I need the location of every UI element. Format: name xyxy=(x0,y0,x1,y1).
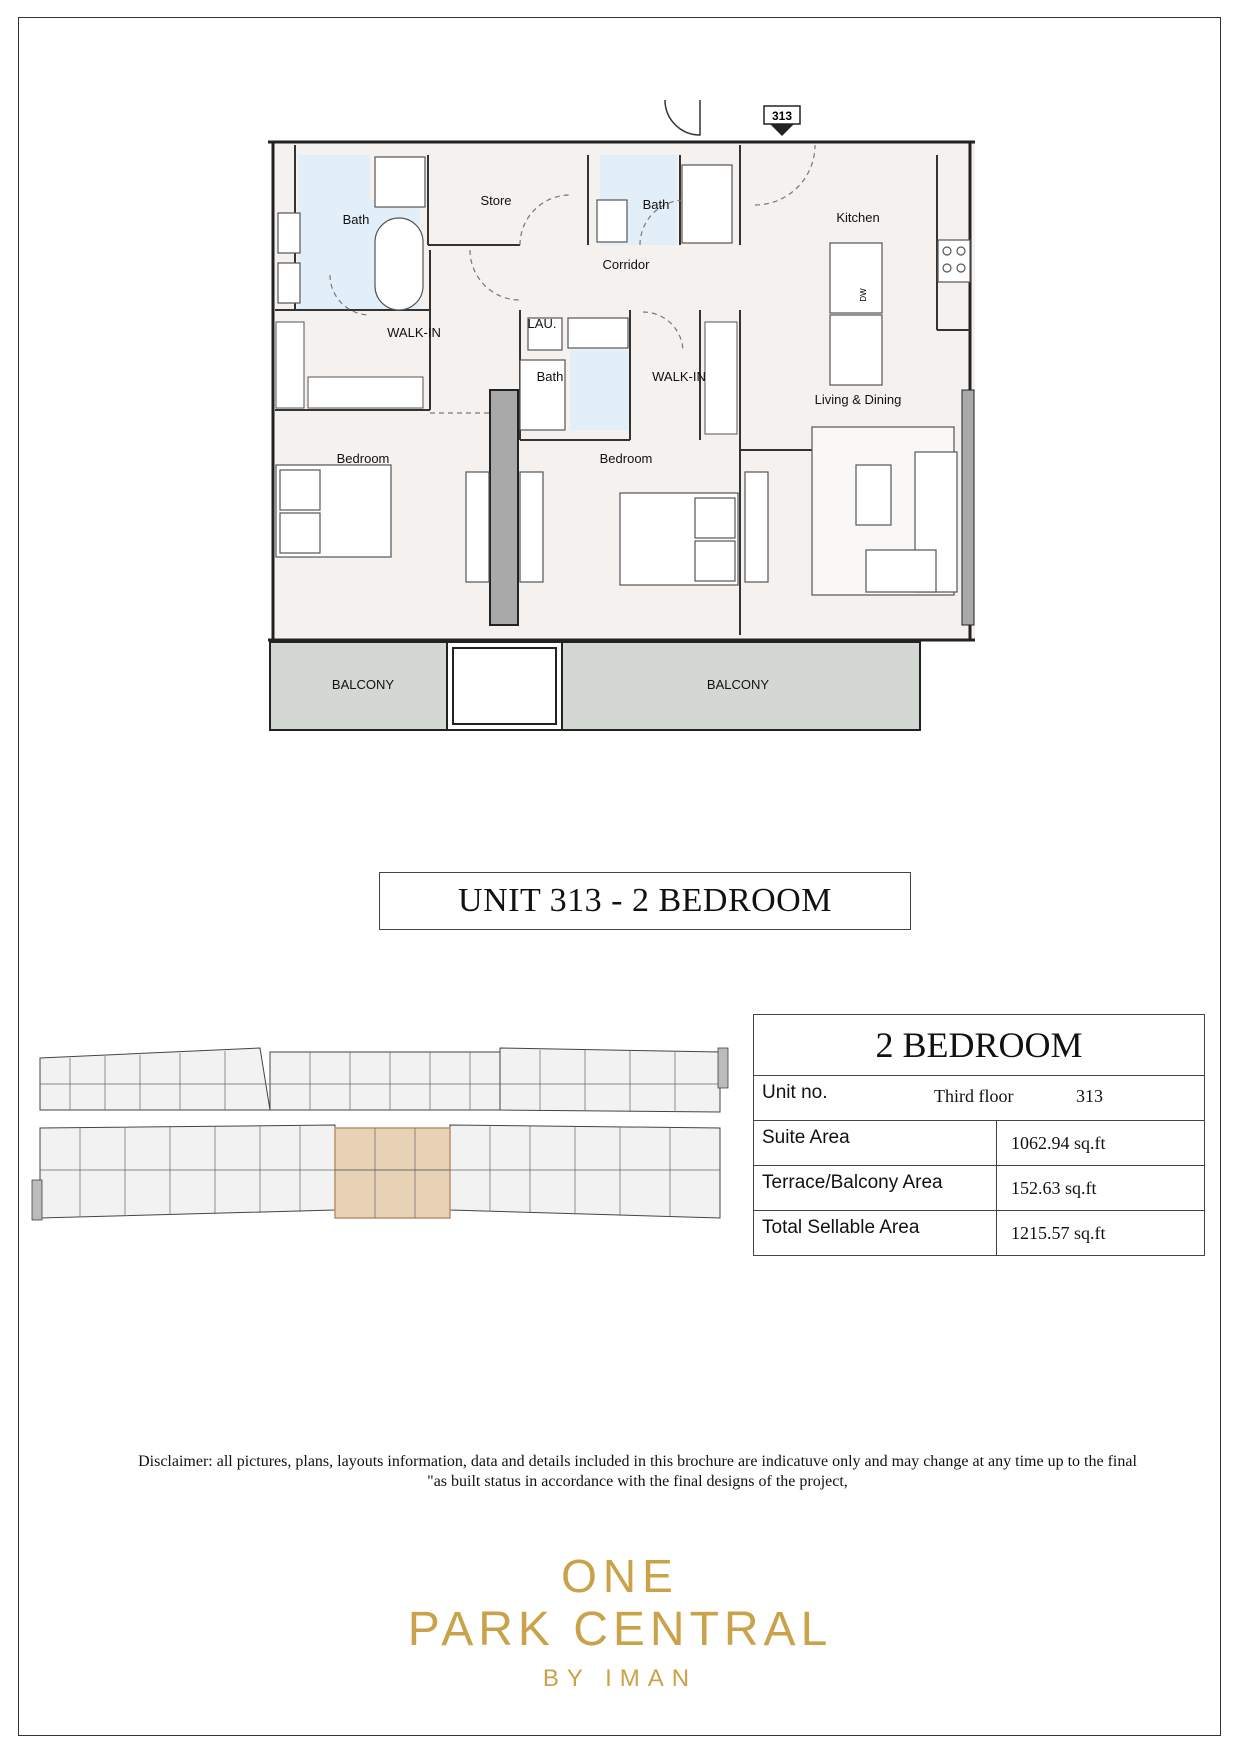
room-label-bath: Bath xyxy=(342,212,370,227)
keyplan-highlight-unit-313 xyxy=(335,1128,450,1218)
structural-column xyxy=(490,390,518,625)
kitchen-island xyxy=(830,243,882,313)
cooktop xyxy=(938,240,970,282)
logo-line-by-iman: BY IMAN xyxy=(542,1665,698,1692)
room-label-bath: Bath xyxy=(536,369,564,384)
room-label-balcony: BALCONY xyxy=(706,677,770,692)
dining-table xyxy=(830,315,882,385)
spec-value: 1062.94 sq.ft xyxy=(1011,1133,1106,1153)
unit-number-value: 313 xyxy=(1076,1086,1103,1106)
disclaimer xyxy=(60,1452,1215,1492)
room-label-walkin: WALK-IN xyxy=(387,325,441,340)
edge-column xyxy=(962,390,974,625)
logo-line-one: ONE xyxy=(561,1550,679,1602)
room-label-corridor: Corridor xyxy=(602,257,650,272)
room-label-bedroom: Bedroom xyxy=(599,451,653,466)
spec-label: Suite Area xyxy=(754,1121,997,1165)
balcony-void xyxy=(447,642,562,730)
coffee-table xyxy=(856,465,891,525)
room-label-bath: Bath xyxy=(642,197,670,212)
keyplan-wing-upper-right xyxy=(500,1048,720,1112)
entry-door xyxy=(665,100,700,135)
keyplan-wing-lower-left xyxy=(40,1125,335,1218)
spec-unit-row xyxy=(754,1076,1204,1121)
bath-tile-1 xyxy=(298,155,370,310)
unit-title: UNIT 313 - 2 BEDROOM xyxy=(379,872,911,930)
unit-no-label: Unit no. xyxy=(762,1082,828,1103)
spec-row-balcony-area xyxy=(754,1166,1204,1211)
spec-row-total-area xyxy=(754,1211,1204,1255)
logo-line-park-central: PARK CENTRAL xyxy=(407,1603,833,1656)
unit-marker-313 xyxy=(764,106,800,136)
spec-heading: 2 BEDROOM xyxy=(754,1015,1204,1076)
unit-spec-table xyxy=(753,1014,1205,1256)
dishwasher-label: DW xyxy=(859,288,868,302)
room-label-kitchen: Kitchen xyxy=(836,210,880,225)
room-label-balcony: BALCONY xyxy=(331,677,395,692)
room-label-living-dining: Living & Dining xyxy=(814,392,902,407)
keyplan-wing-upper-middle xyxy=(270,1052,500,1110)
brand-logo xyxy=(360,1530,880,1696)
keyplan-wing-lower-right xyxy=(450,1125,720,1218)
room-label-walkin: WALK-IN xyxy=(652,369,706,384)
disclaimer-line-2: "as built status in accordance with the final designs of the project, xyxy=(427,1473,848,1490)
floor-value: Third floor xyxy=(934,1086,1014,1106)
unit-marker-label: 313 xyxy=(771,109,793,123)
spec-row-suite-area xyxy=(754,1121,1204,1166)
keyplan-wing-upper-left xyxy=(40,1048,270,1110)
room-label-store: Store xyxy=(480,193,512,208)
disclaimer-line-1: Disclaimer: all pictures, plans, layouts information, data and details included in this brochure are indicatuve only and may change at any time up to the final xyxy=(138,1453,1137,1470)
bath-tile-4 xyxy=(570,350,630,430)
bathtub xyxy=(375,218,423,310)
spec-label: Terrace/Balcony Area xyxy=(754,1166,997,1210)
unit-floor-plan xyxy=(0,0,1241,760)
spec-label: Total Sellable Area xyxy=(754,1211,997,1255)
room-label-laundry: LAU. xyxy=(527,316,557,331)
spec-value: 1215.57 sq.ft xyxy=(1011,1223,1106,1243)
building-key-plan xyxy=(30,1040,730,1230)
spec-value: 152.63 sq.ft xyxy=(1011,1178,1097,1198)
room-label-bedroom: Bedroom xyxy=(336,451,390,466)
